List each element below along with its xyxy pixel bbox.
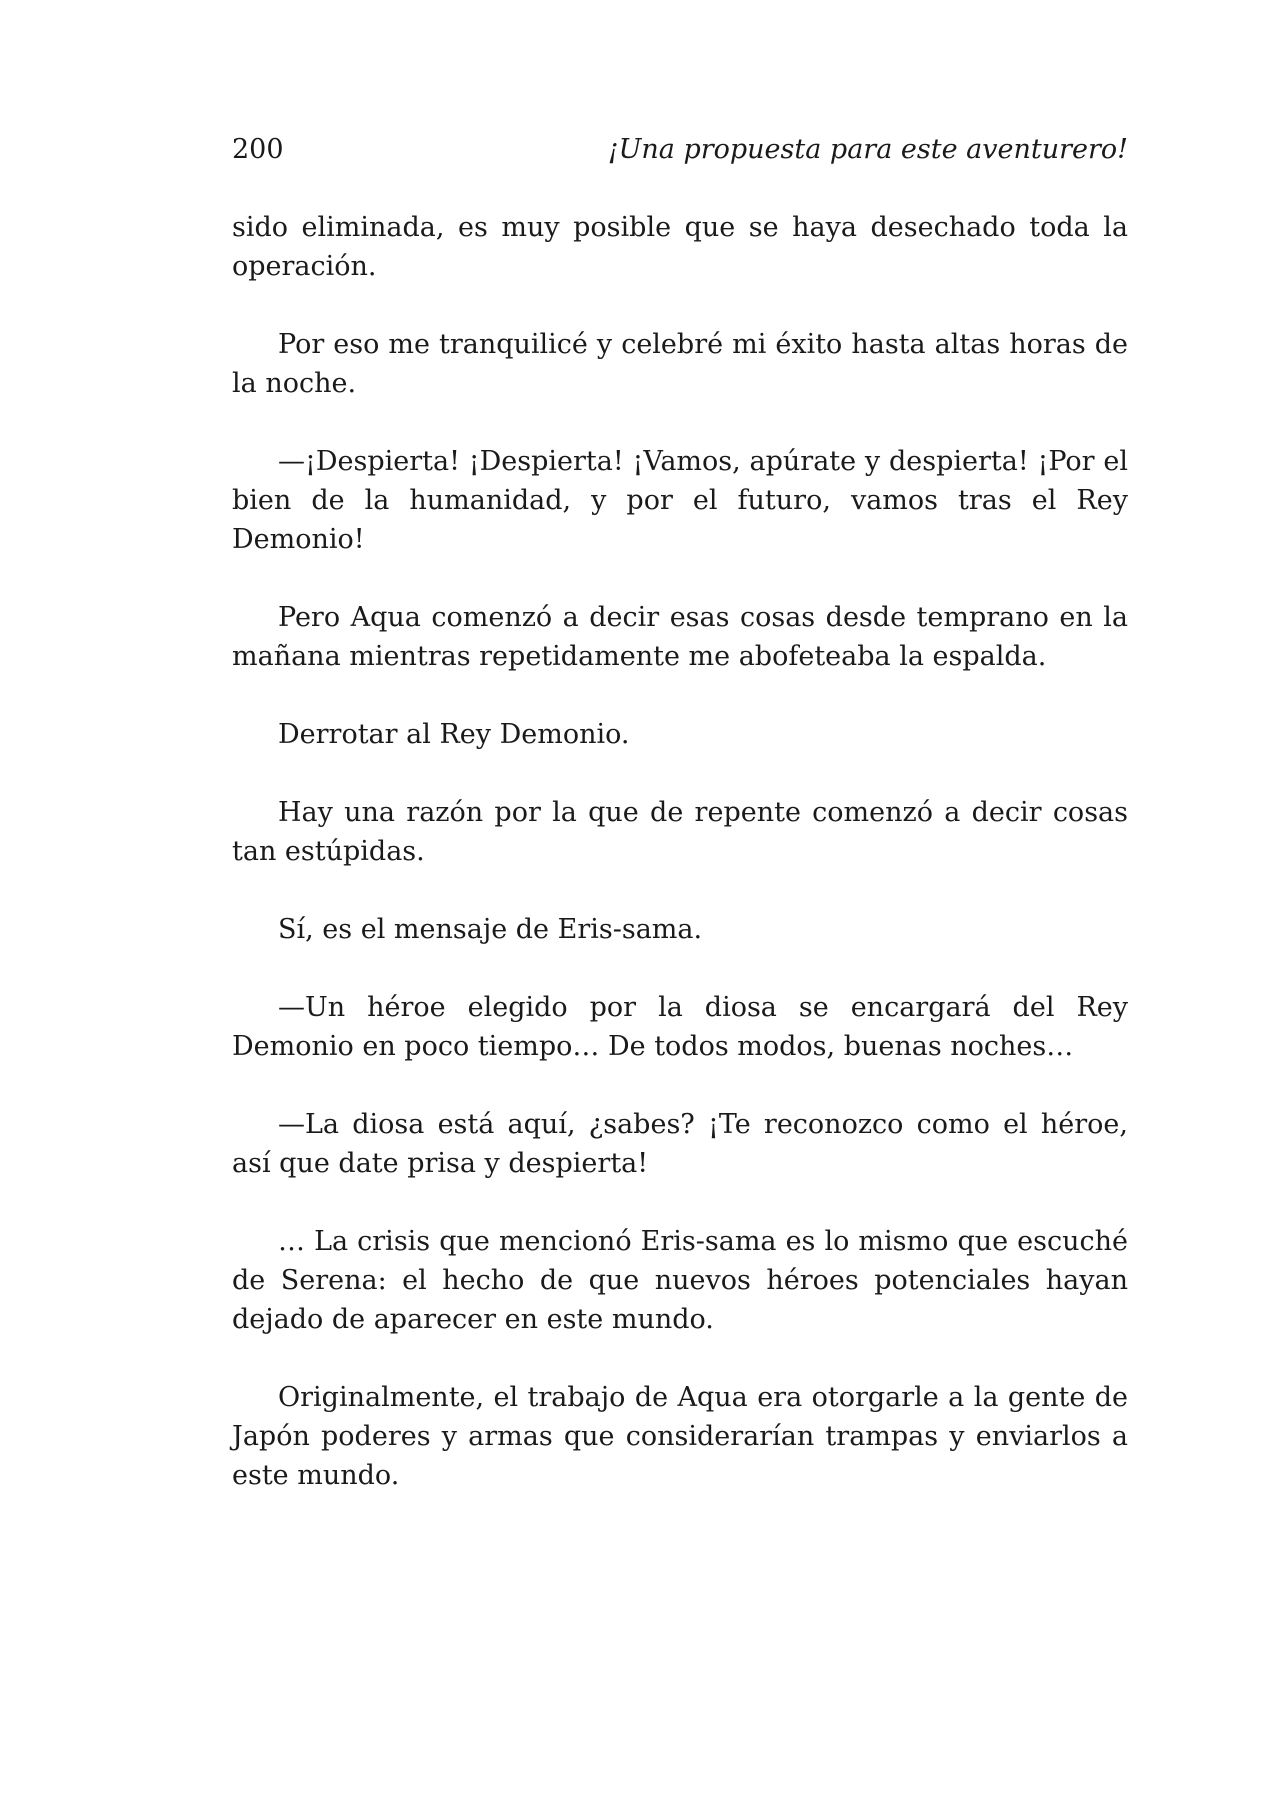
paragraph: Hay una razón por la que de repente comenzó a decir cosas tan estúpidas.: [232, 797, 1128, 867]
paragraph: —¡Despierta! ¡Despierta! ¡Vamos, apúrate y despierta! ¡Por el bien de la humanidad, y por el futuro, vamos tras el Rey Demonio!: [232, 446, 1128, 555]
paragraph: Originalmente, el trabajo de Aqua era otorgarle a la gente de Japón poderes y armas que considerarían trampas y enviarlos a este mundo.: [232, 1382, 1128, 1491]
paragraph: … La crisis que mencionó Eris-sama es lo mismo que escuché de Serena: el hecho de que nuevos héroes potenciales hayan dejado de aparecer en este mundo.: [232, 1226, 1128, 1335]
book-page: [232, 130, 1128, 1495]
body-text: [232, 208, 1128, 1495]
paragraph: Pero Aqua comenzó a decir esas cosas desde temprano en la mañana mientras repetidamente me abofeteaba la espalda.: [232, 602, 1128, 672]
paragraph: Sí, es el mensaje de Eris-sama.: [278, 914, 703, 945]
paragraph: sido eliminada, es muy posible que se haya desechado toda la operación.: [232, 212, 1128, 282]
paragraph: —La diosa está aquí, ¿sabes? ¡Te reconozco como el héroe, así que date prisa y despierta!: [232, 1109, 1128, 1179]
running-title: ¡Una propuesta para este aventurero!: [607, 134, 1128, 165]
paragraph: Por eso me tranquilicé y celebré mi éxito hasta altas horas de la noche.: [232, 329, 1128, 399]
paragraph: —Un héroe elegido por la diosa se encargará del Rey Demonio en poco tiempo… De todos modos, buenas noches…: [232, 992, 1128, 1062]
paragraph: Derrotar al Rey Demonio.: [278, 719, 630, 750]
page-number: 200: [232, 134, 284, 165]
running-header: [232, 130, 1128, 170]
